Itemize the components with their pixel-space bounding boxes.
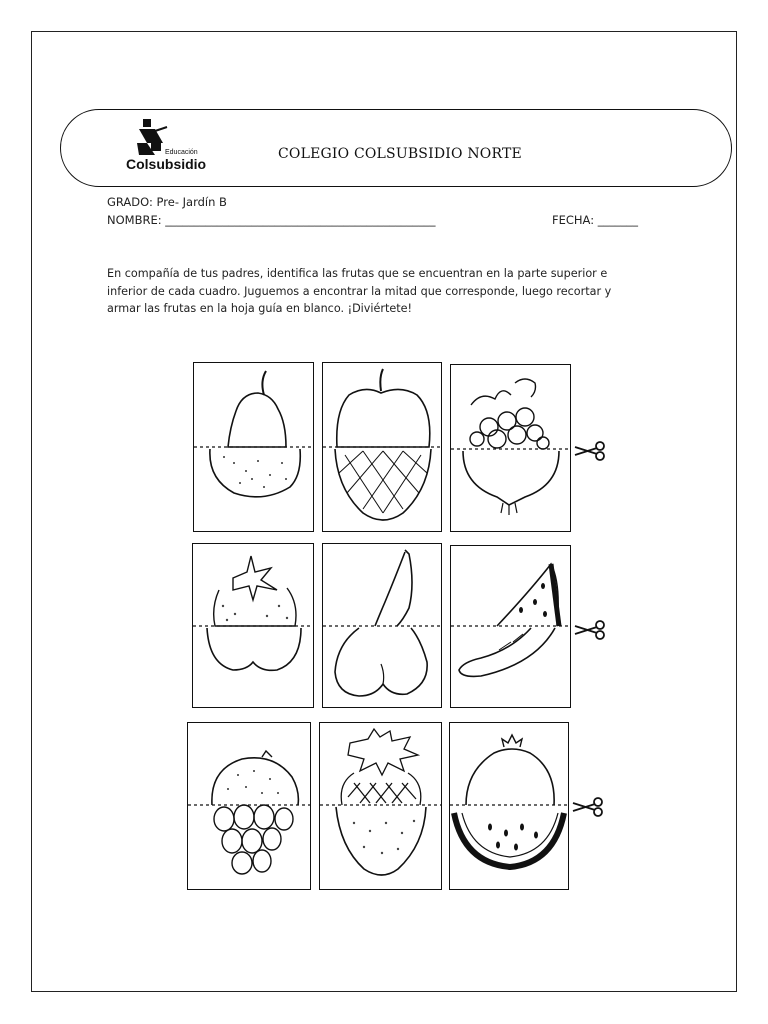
instructions-line-1: En compañía de tus padres, identifica las frutas que se encuentran en la parte superior e <box>107 267 608 280</box>
grado-line: GRADO: Pre- Jardín B <box>107 195 227 209</box>
fruit-card-5 <box>322 543 442 708</box>
scissors-icon <box>571 797 605 817</box>
instructions-line-3: armar las frutas en la hoja guía en blanco. ¡Diviértete! <box>107 302 413 315</box>
scissors-icon <box>573 441 607 461</box>
fruit-card-4 <box>192 543 314 708</box>
fecha-field: FECHA: _______ <box>552 213 639 227</box>
fruit-card-9 <box>449 722 569 890</box>
nombre-field: NOMBRE: _______________________________________________ <box>107 213 436 227</box>
school-title: COLEGIO COLSUBSIDIO NORTE <box>278 146 522 162</box>
fruit-card-2 <box>322 362 442 532</box>
fruit-card-7 <box>187 722 311 890</box>
instructions-line-2: inferior de cada cuadro. Juguemos a encontrar la mitad que corresponde, luego recortar y <box>107 284 612 298</box>
fruit-card-3 <box>450 364 571 532</box>
instructions <box>107 265 667 318</box>
logo-wordmark: Colsubsidio <box>126 156 207 172</box>
logo-subtitle: Educación <box>165 149 198 156</box>
fruit-card-1 <box>193 362 314 532</box>
fruit-card-6 <box>450 545 571 708</box>
scissors-icon <box>573 620 607 640</box>
fruit-card-8 <box>319 722 442 890</box>
